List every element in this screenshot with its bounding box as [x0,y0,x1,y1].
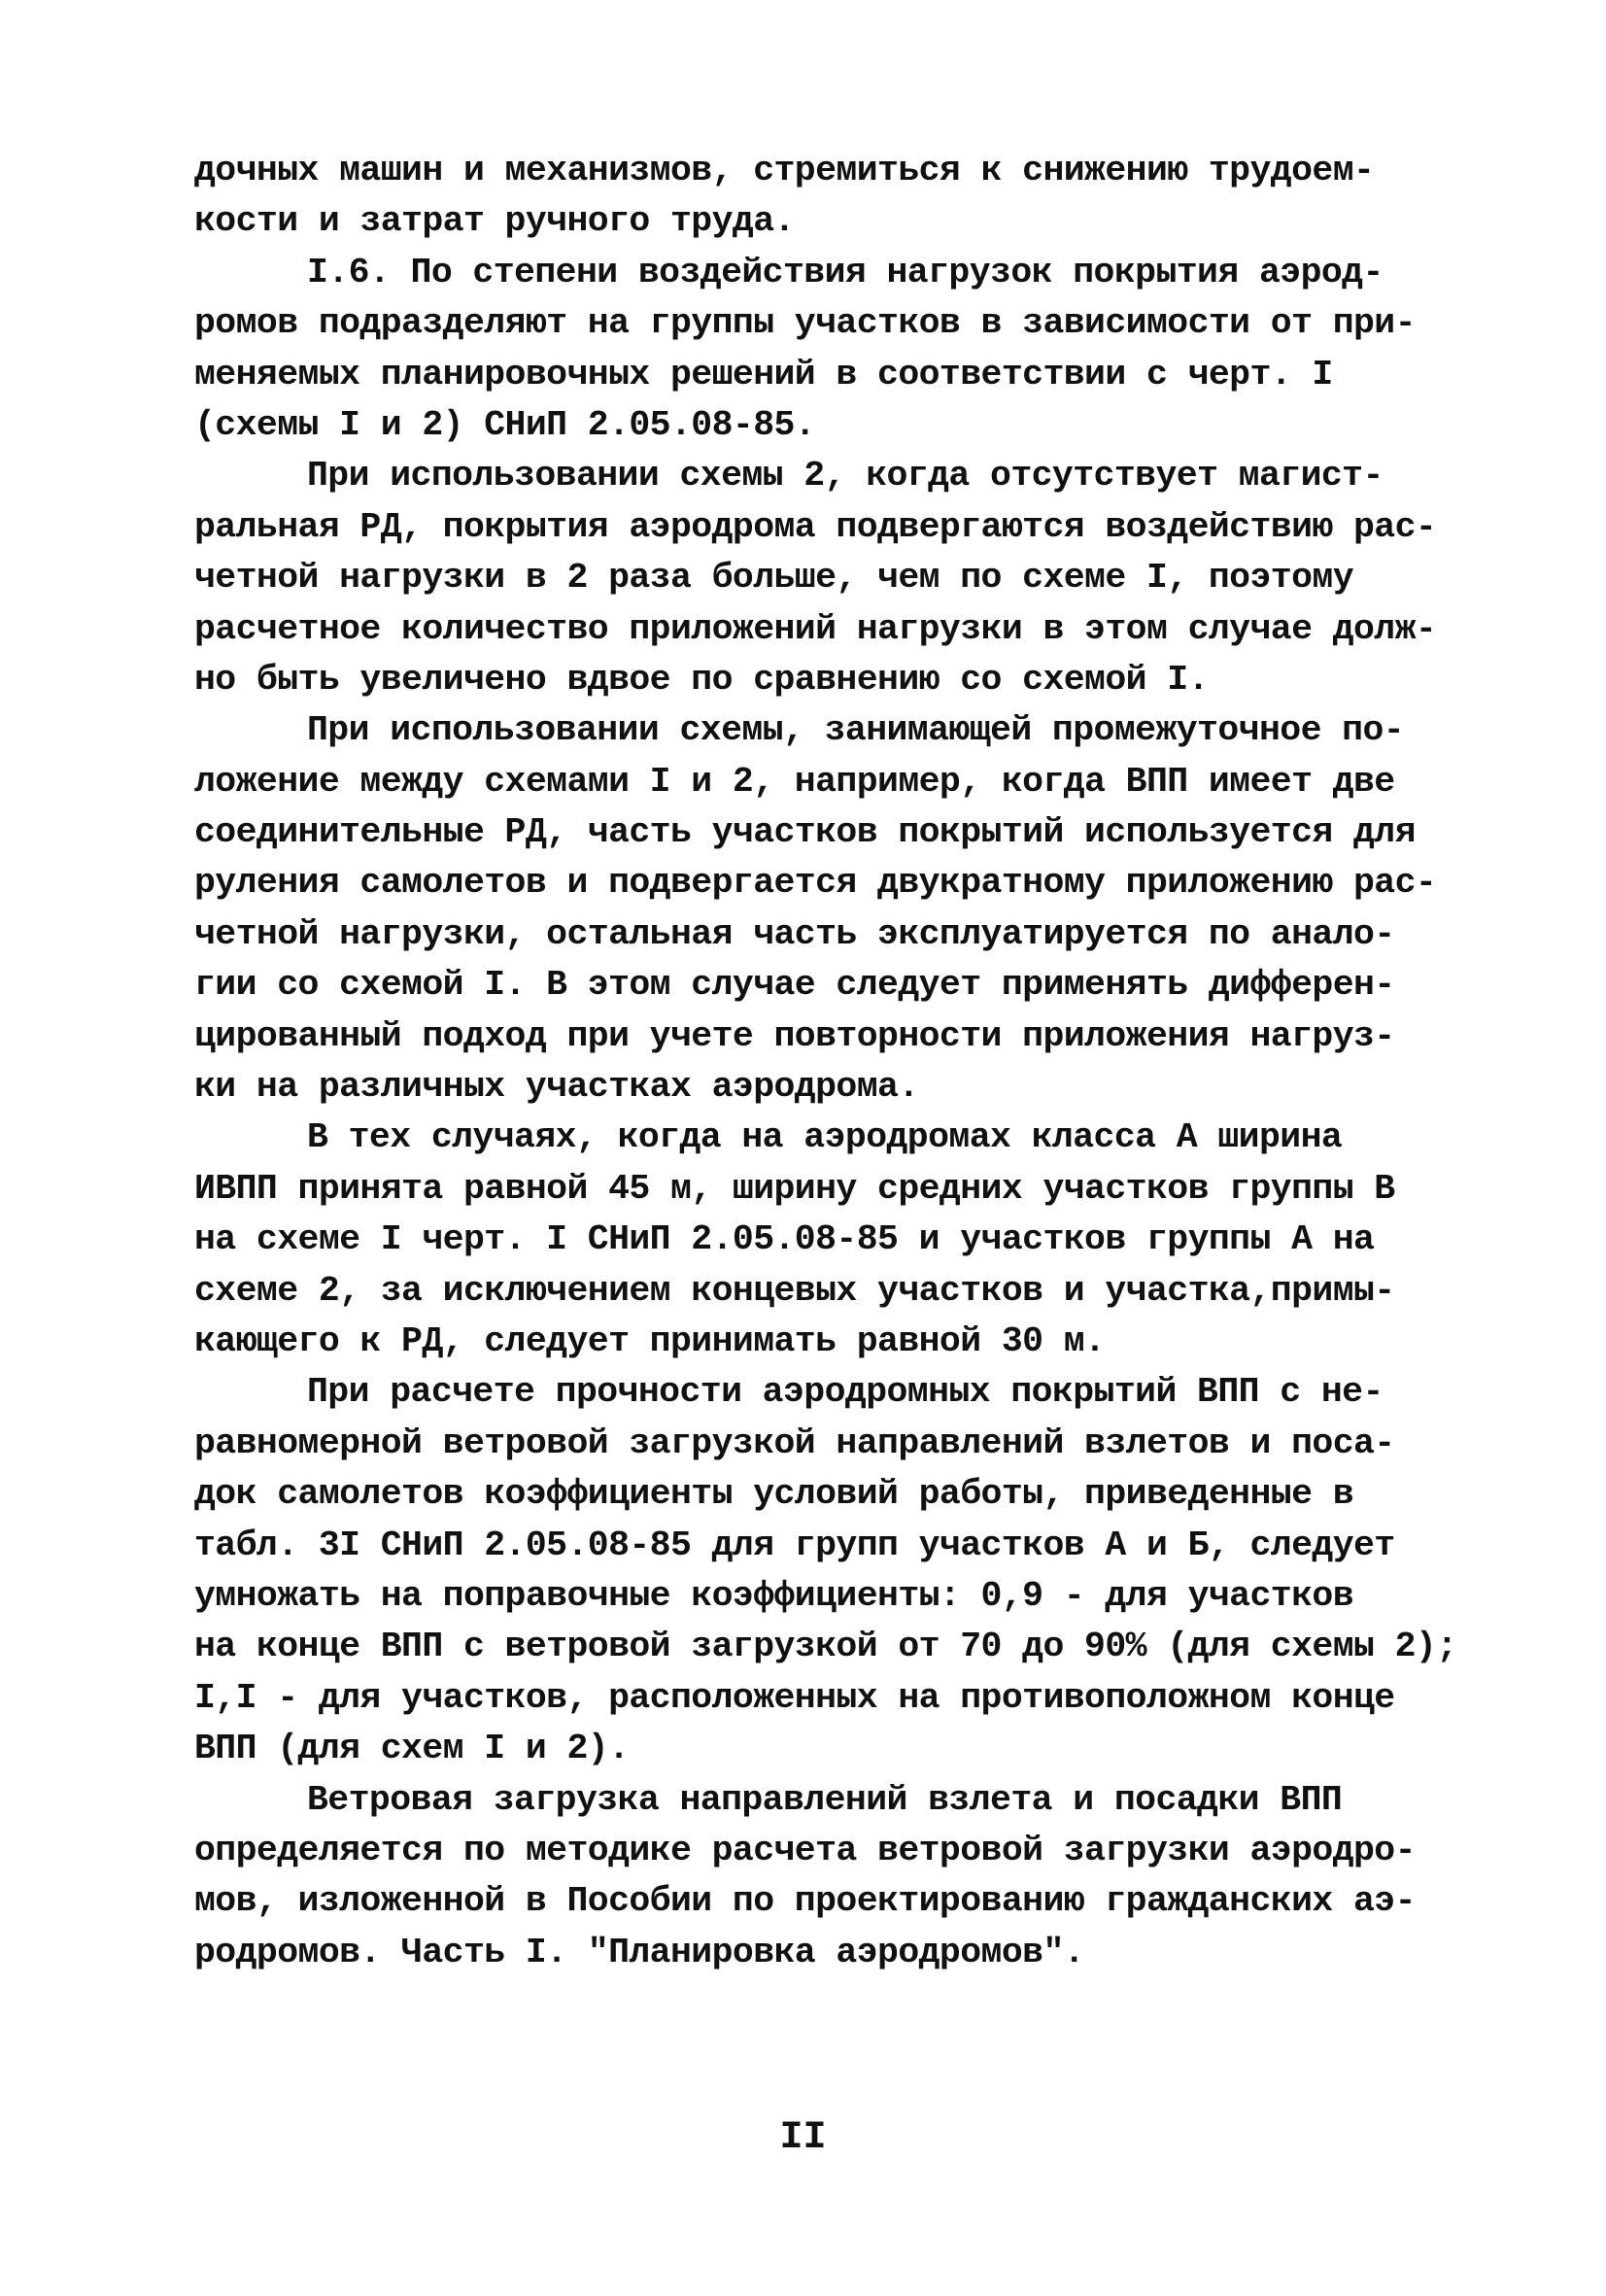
text-line: (схемы I и 2) СНиП 2.05.08-85. [194,404,816,445]
text-line: определяется по методике расчета ветровой загрузки аэродро- [194,1830,1416,1870]
text-line: док самолетов коэффициенты условий работы, приведенные в [194,1474,1354,1515]
text-line: умножать на поправочные коэффициенты: 0,9 - для участков [194,1575,1354,1616]
text-line: ральная РД, покрытия аэродрома подвергаются воздействию рас- [194,506,1437,547]
text-line: но быть увеличено вдвое по сравнению со схемой I. [194,659,1209,700]
text-line: на схеме I черт. I СНиП 2.05.08-85 и участков группы А на [194,1219,1375,1260]
text-line: ки на различных участках аэродрома. [194,1067,919,1108]
text-line: гии со схемой I. В этом случае следует применять дифферен- [194,965,1395,1006]
text-line: кающего к РД, следует принимать равной 30 м. [194,1320,1106,1361]
paragraph-start-line: I.6. По степени воздействия нагрузок покрытия аэрод- [307,252,1384,292]
text-line: I,I - для участков, расположенных на противоположном конце [194,1677,1395,1718]
text-line: ИВПП принята равной 45 м, ширину средних участков группы В [194,1168,1395,1209]
text-line: ромов подразделяют на группы участков в зависимости от при- [194,303,1416,344]
text-line: мов, изложенной в Пособии по проектированию гражданских аэ- [194,1881,1416,1922]
page-number: II [779,2116,827,2160]
text-line: на конце ВПП с ветровой загрузкой от 70 до 90% (для схемы 2); [194,1627,1457,1667]
text-line: расчетное количество приложений нагрузки в этом случае долж- [194,608,1437,649]
text-line: ВПП (для схем I и 2). [194,1729,630,1769]
text-line: четной нагрузки в 2 раза больше, чем по схеме I, поэтому [194,558,1354,599]
text-line: кости и затрат ручного труда. [194,201,795,242]
text-line: табл. 3I СНиП 2.05.08-85 для групп участков А и Б, следует [194,1525,1395,1565]
paragraph-start-line: При расчете прочности аэродромных покрытий ВПП с не- [307,1372,1384,1413]
text-line: схеме 2, за исключением концевых участков и участка,примы- [194,1270,1395,1311]
text-line: соединительные РД, часть участков покрытий используется для [194,812,1416,853]
text-line: равномерной ветровой загрузкой направлений взлетов и поса- [194,1422,1395,1463]
text-line: четной нагрузки, остальная часть эксплуатируется по анало- [194,913,1395,954]
text-line: родромов. Часть I. "Планировка аэродромов". [194,1932,1085,1972]
paragraph-start-line: При использовании схемы, занимающей промежуточное по- [307,710,1405,751]
body-text [194,146,1457,1978]
text-line: цированный подход при учете повторности приложения нагруз- [194,1015,1395,1056]
paragraph-start-line: В тех случаях, когда на аэродромах класса А ширина [307,1117,1343,1158]
text-line: меняемых планировочных решений в соответствии с черт. I [194,354,1333,394]
paragraph-start-line: Ветровая загрузка направлений взлета и посадки ВПП [307,1779,1343,1820]
text-line: руления самолетов и подвергается двукратному приложению рас- [194,863,1437,904]
paragraph-start-line: При использовании схемы 2, когда отсутствует магист- [307,456,1384,497]
text-line: дочных машин и механизмов, стремиться к снижению трудоем- [194,151,1375,190]
text-line: ложение между схемами I и 2, например, когда ВПП имеет две [194,761,1395,802]
